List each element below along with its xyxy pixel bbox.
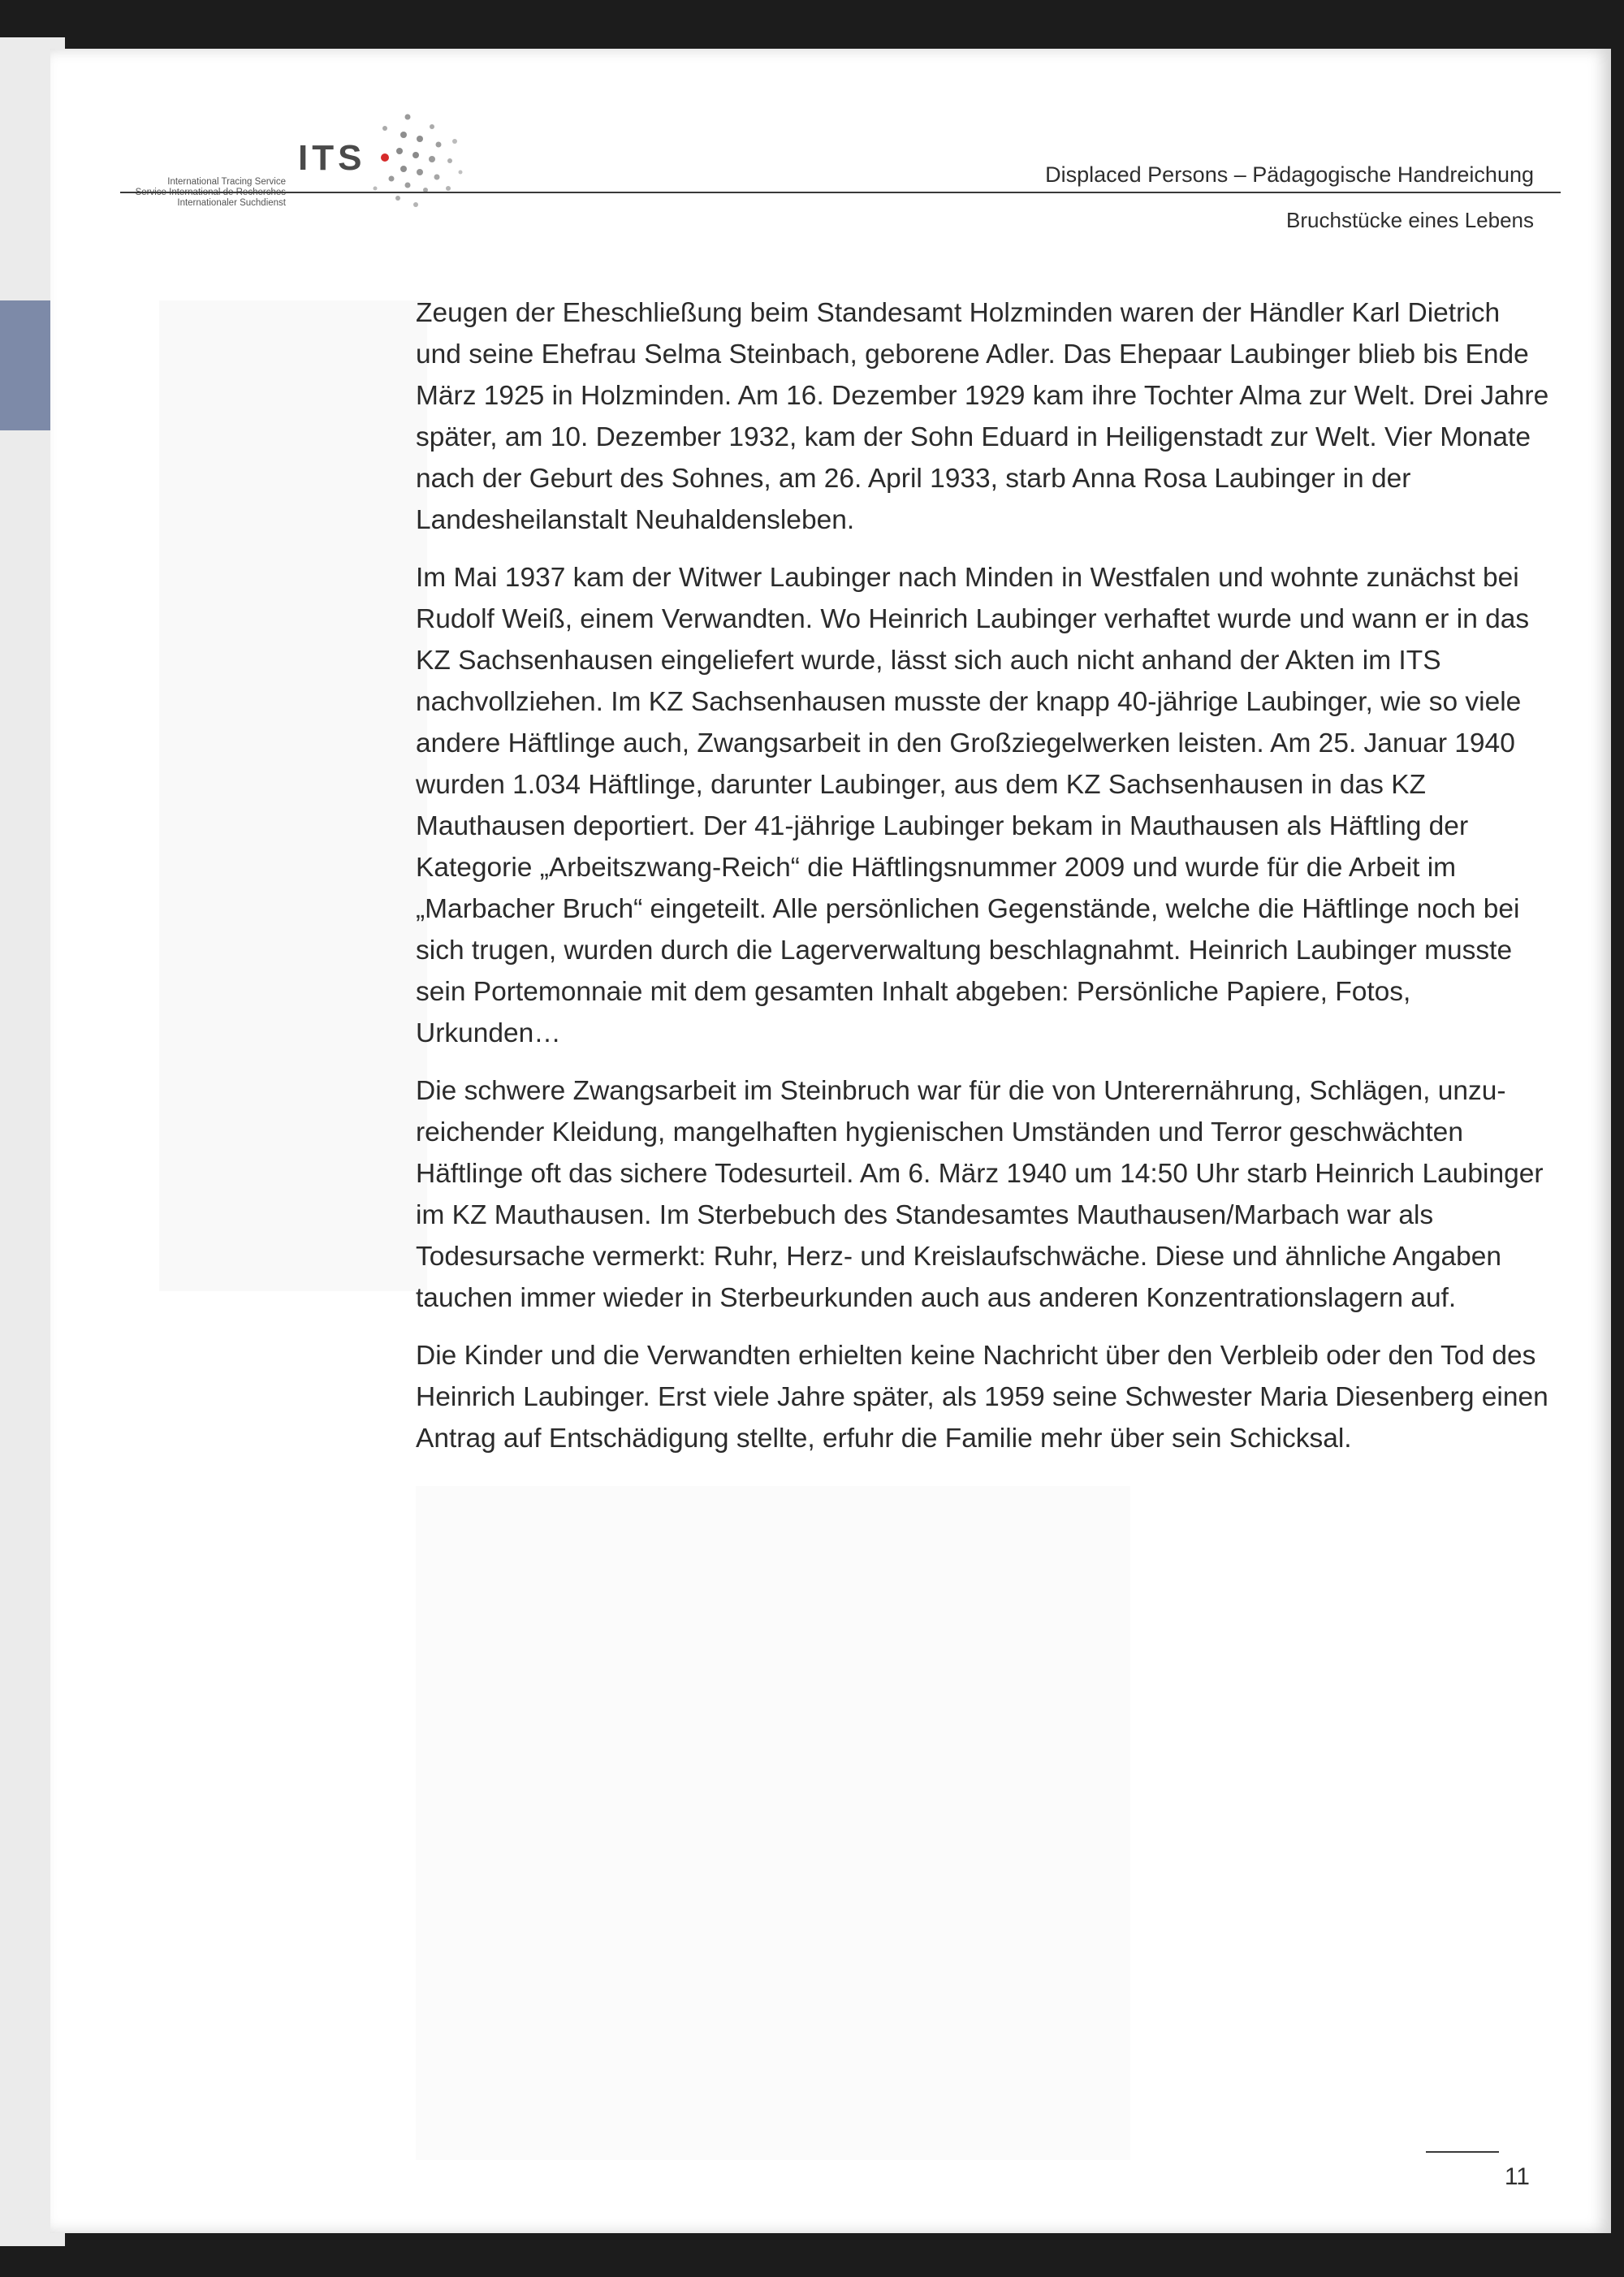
page-number-rule [1426, 2151, 1499, 2153]
previous-page-color-stripe [0, 300, 50, 430]
header-divider [120, 192, 1561, 193]
body-text [416, 292, 1553, 1476]
running-header-subtitle: Bruchstücke eines Lebens [1286, 208, 1534, 232]
paragraph: Im Mai 1937 kam der Witwer Laubinger nach Minden in Westfalen und wohnte zunächst bei Rudolf Weiß, einem Verwandten. Wo Heinrich Laubinger verhaftet wurde und wann er in das KZ Sachsenhausen eingeliefert wurde, lässt sich auch nicht anhand der Akten im ITS nachvollziehen. Im KZ Sachsenhausen musste der knapp 40-jährige Laubinger, wie so viele andere Häftlinge auch, Zwangsarbeit in den Großziegelwerken leisten. Am 25. Januar 1940 wurden 1.034 Häftlinge, darunter Laubinger, aus dem KZ Sachsenhausen in das KZ Mauthausen deportiert. Der 41-jährige Laubinger bekam in Mauthausen als Häftling der Kategorie „Arbeitszwang-Reich“ die Häftlingsnummer 2009 und wurde für die Arbeit im „Marbacher Bruch“ eingeteilt. Alle persönlichen Gegenstände, welche die Häftlinge noch bei sich trugen, wurden durch die Lagerverwaltung beschlagnahmt. Heinrich Laubinger musste sein Portemonnaie mit dem gesamten Inhalt abgeben: Persönliche Papiere, Fotos, Urkunden… [416, 563, 1530, 1048]
logo-subtitle-line: Service International de Recherches [135, 188, 286, 197]
logo-subtitle-line: International Tracing Service [167, 177, 286, 187]
paragraph: Die Kinder und die Verwandten erhielten keine Nachricht über den Verbleib oder den Tod des Heinrich Laubinger. Erst viele Jahre später, als 1959 seine Schwester Maria Diesenberg einen Antrag auf Entschädigung stellte, erfuhr die Familie mehr über sein Schicksal. [416, 1341, 1548, 1454]
show-through-image [159, 300, 427, 1291]
show-through-image [416, 1486, 1130, 2160]
running-header-title: Displaced Persons – Pädagogische Handreichung [1045, 162, 1534, 187]
page-number: 11 [1504, 2163, 1530, 2190]
paragraph: Zeugen der Eheschließung beim Standesamt Holzminden waren der Händler Karl Dietrich und seine Ehefrau Selma Steinbach, geborene Adler. Das Ehepaar Laubinger blieb bis Ende März 1925 in Holzminden. Am 16. Dezember 1929 kam ihre Tochter Alma zur Welt. Drei Jahre später, am 10. Dezember 1932, kam der Sohn Eduard in Heiligenstadt zur Welt. Vier Monate nach der Geburt des Sohnes, am 26. April 1933, starb Anna Rosa Laubinger in der Landesheilanstalt Neuhaldensleben. [416, 298, 1549, 535]
logo-wordmark: ITS [298, 138, 366, 178]
logo-subtitle-line: Internationaler Suchdienst [177, 198, 286, 208]
document-page [50, 49, 1611, 2233]
paragraph: Die schwere Zwangsarbeit im Steinbruch war für die von Unterernährung, Schlägen, unzureichender Kleidung, mangelhaften hygienischen Umständen und Terror geschwächten Häftlinge oft das sichere Todesurteil. Am 6. März 1940 um 14:50 Uhr starb Heinrich Laubinger im KZ Mauthausen. Im Sterbebuch des Standesamtes Mauthausen/Marbach war als Todesursache vermerkt: Ruhr, Herz- und Kreislaufschwäche. Diese und ähnliche Angaben tauchen immer wieder in Sterbeurkunden auch aus anderen Konzentrationslagern auf. [416, 1076, 1544, 1313]
logo-dot-cluster-icon [359, 110, 464, 216]
